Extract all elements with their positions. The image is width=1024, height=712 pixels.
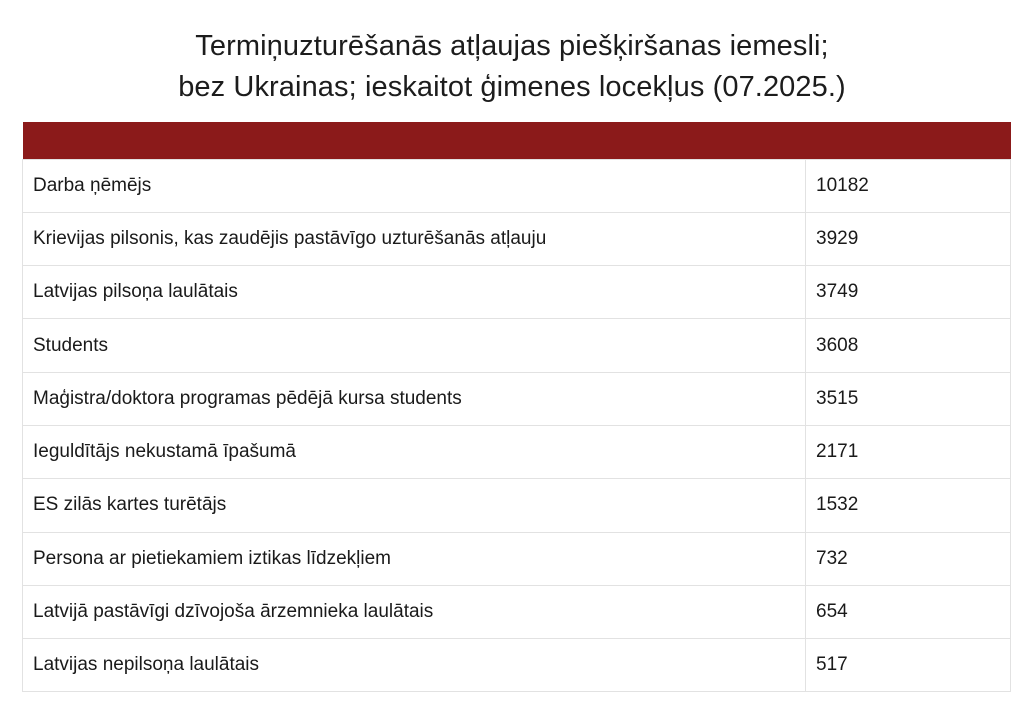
table-row [23,585,1011,638]
table-row [23,372,1011,425]
table-header-row [23,122,1011,159]
table-row [23,212,1011,265]
table-row [23,425,1011,478]
row-label-cell: Students [23,319,806,372]
row-label-cell: Latvijas nepilsoņa laulātais [23,639,806,692]
row-value-cell: 10182 [806,159,1011,212]
row-label-cell: Krievijas pilsonis, kas zaudējis pastāvīgo uzturēšanās atļauju [23,212,806,265]
table-row [23,532,1011,585]
chart-title-line-1: Termiņuzturēšanās atļaujas piešķiršanas iemesli; [195,30,829,62]
row-value-cell: 517 [806,639,1011,692]
table-row [23,639,1011,692]
table-row [23,479,1011,532]
chart-title [0,26,1024,108]
data-table [22,122,1011,692]
row-value-cell: 654 [806,585,1011,638]
row-value-cell: 3515 [806,372,1011,425]
header-cell-value [806,122,1011,159]
table-body [23,159,1011,692]
row-label-cell: ES zilās kartes turētājs [23,479,806,532]
row-label-cell: Darba ņēmējs [23,159,806,212]
row-label-cell: Maģistra/doktora programas pēdējā kursa students [23,372,806,425]
row-label-cell: Latvijas pilsoņa laulātais [23,266,806,319]
table-row [23,159,1011,212]
row-value-cell: 3929 [806,212,1011,265]
table-row [23,266,1011,319]
row-value-cell: 3749 [806,266,1011,319]
data-table-container [22,122,1010,692]
row-label-cell: Latvijā pastāvīgi dzīvojoša ārzemnieka laulātais [23,585,806,638]
table-row [23,319,1011,372]
table-header [23,122,1011,159]
row-label-cell: Persona ar pietiekamiem iztikas līdzekļiem [23,532,806,585]
row-value-cell: 1532 [806,479,1011,532]
header-cell-label [23,122,806,159]
chart-title-line-2: bez Ukrainas; ieskaitot ģimenes locekļus (07.2025.) [178,71,846,103]
row-value-cell: 3608 [806,319,1011,372]
row-label-cell: Ieguldītājs nekustamā īpašumā [23,425,806,478]
row-value-cell: 2171 [806,425,1011,478]
row-value-cell: 732 [806,532,1011,585]
